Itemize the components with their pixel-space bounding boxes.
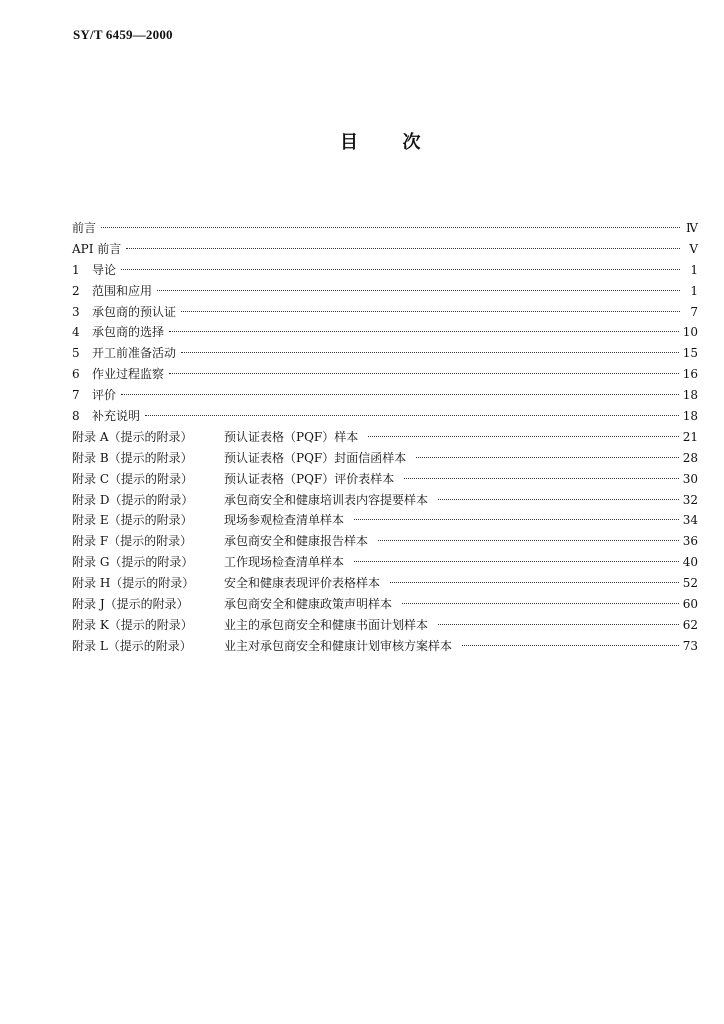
- leader-dots: [368, 435, 678, 437]
- annex-title: 预认证表格（PQF）评价表样本: [224, 471, 395, 486]
- annex-title: 承包商安全和健康政策声明样本: [224, 597, 393, 612]
- document-code: SY/T 6459—2000: [73, 27, 173, 42]
- toc-entry-page: 18: [682, 409, 698, 424]
- toc-entry-page: Ⅳ: [686, 221, 698, 235]
- toc-annex-entry: [72, 469, 698, 490]
- toc-entry-page: 1: [690, 262, 698, 277]
- toc-entry-page: 1: [690, 283, 698, 298]
- toc-entry: [72, 343, 698, 364]
- leader-dots: [169, 330, 679, 332]
- leader-dots: [438, 623, 679, 625]
- toc-entry-label: 补充说明: [92, 409, 141, 424]
- annex-page: 30: [682, 471, 698, 486]
- toc-heading: [340, 128, 421, 154]
- toc-annex-entry: [72, 510, 698, 531]
- toc-entry-number: 8: [72, 409, 80, 424]
- leader-dots: [438, 498, 679, 500]
- toc-entry: [72, 322, 698, 343]
- toc-entry-label: 开工前准备活动: [92, 346, 177, 361]
- annex-label: 附录 H（提示的附录）: [72, 576, 195, 591]
- annex-page: 73: [682, 638, 698, 653]
- leader-dots: [121, 393, 679, 395]
- toc-entry: [72, 406, 698, 427]
- toc-entry-label: API 前言: [72, 241, 122, 256]
- annex-label: 附录 B（提示的附录）: [72, 450, 193, 465]
- annex-title: 业主的承包商安全和健康书面计划样本: [224, 617, 429, 632]
- annex-title: 业主对承包商安全和健康计划审核方案样本: [224, 638, 453, 653]
- toc-annex-entry: [72, 552, 698, 573]
- leader-dots: [354, 518, 679, 520]
- toc-entry: [72, 239, 698, 260]
- toc-entry: [72, 260, 698, 281]
- annex-title: 现场参观检查清单样本: [224, 513, 345, 528]
- toc-entry-label: 导论: [92, 262, 117, 277]
- annex-page: 52: [682, 576, 698, 591]
- annex-page: 21: [682, 429, 698, 444]
- toc-entry-page: 16: [682, 367, 698, 382]
- annex-label: 附录 G（提示的附录）: [72, 555, 194, 570]
- leader-dots: [169, 372, 679, 374]
- annex-page: 40: [682, 555, 698, 570]
- leader-dots: [354, 560, 679, 562]
- toc-entry-number: 1: [72, 262, 80, 277]
- annex-label: 附录 J（提示的附录）: [72, 597, 189, 612]
- leader-dots: [462, 644, 679, 646]
- toc-entry: [72, 218, 698, 239]
- annex-page: 32: [682, 492, 698, 507]
- annex-page: 62: [682, 617, 698, 632]
- toc-entry-label: 范围和应用: [92, 283, 153, 298]
- toc-annex-entry: [72, 615, 698, 636]
- toc-annex-entry: [72, 636, 698, 657]
- annex-label: 附录 A（提示的附录）: [72, 429, 193, 444]
- leader-dots: [416, 456, 678, 458]
- annex-label: 附录 E（提示的附录）: [72, 513, 193, 528]
- annex-title: 承包商安全和健康报告样本: [224, 534, 369, 549]
- leader-dots: [126, 247, 680, 249]
- toc-entry-number: 2: [72, 283, 80, 298]
- toc-entry-label: 前言: [72, 221, 97, 235]
- toc-heading-char-1: 目: [340, 132, 359, 153]
- annex-title: 安全和健康表现评价表格样本: [224, 576, 381, 591]
- toc-entry: [72, 364, 698, 385]
- annex-label: 附录 D（提示的附录）: [72, 492, 194, 507]
- toc-annex-entry: [72, 573, 698, 594]
- toc-annex-entry: [72, 448, 698, 469]
- table-of-contents: [72, 218, 698, 657]
- annex-title: 工作现场检查清单样本: [224, 555, 345, 570]
- toc-entry-number: 7: [72, 388, 80, 403]
- toc-entry-page: Ⅴ: [689, 241, 698, 256]
- annex-label: 附录 L（提示的附录）: [72, 638, 192, 653]
- leader-dots: [181, 351, 679, 353]
- annex-title: 预认证表格（PQF）样本: [224, 429, 359, 444]
- toc-heading-char-2: 次: [402, 132, 421, 153]
- leader-dots: [402, 602, 679, 604]
- leader-dots: [101, 226, 680, 228]
- leader-dots: [390, 581, 679, 583]
- annex-page: 28: [682, 450, 698, 465]
- annex-title: 承包商安全和健康培训表内容提要样本: [224, 492, 429, 507]
- toc-entry-page: 18: [682, 388, 698, 403]
- leader-dots: [404, 477, 678, 479]
- toc-annex-entry: [72, 427, 698, 448]
- annex-page: 60: [682, 597, 698, 612]
- leader-dots: [145, 414, 679, 416]
- annex-page: 36: [682, 534, 698, 549]
- toc-entry: [72, 281, 698, 302]
- toc-entry-number: 5: [72, 346, 80, 361]
- toc-annex-entry: [72, 490, 698, 511]
- annex-label: 附录 F（提示的附录）: [72, 534, 193, 549]
- toc-entry-page: 15: [682, 346, 698, 361]
- toc-entry-label: 作业过程监察: [92, 367, 165, 382]
- toc-annex-entry: [72, 531, 698, 552]
- toc-entry-number: 6: [72, 367, 80, 382]
- toc-entry: [72, 302, 698, 323]
- toc-entry-label: 评价: [92, 388, 117, 403]
- toc-entry-label: 承包商的选择: [92, 325, 165, 340]
- annex-page: 34: [682, 513, 698, 528]
- toc-entry-number: 3: [72, 304, 80, 319]
- toc-entry-number: 4: [72, 325, 80, 340]
- toc-entry-page: 7: [690, 304, 698, 319]
- toc-entry: [72, 385, 698, 406]
- leader-dots: [181, 310, 680, 312]
- leader-dots: [378, 539, 679, 541]
- leader-dots: [121, 268, 680, 270]
- toc-annex-entry: [72, 594, 698, 615]
- annex-label: 附录 C（提示的附录）: [72, 471, 193, 486]
- annex-label: 附录 K（提示的附录）: [72, 617, 193, 632]
- toc-entry-page: 10: [682, 325, 698, 340]
- toc-entry-label: 承包商的预认证: [92, 304, 177, 319]
- annex-title: 预认证表格（PQF）封面信函样本: [224, 450, 407, 465]
- leader-dots: [157, 289, 680, 291]
